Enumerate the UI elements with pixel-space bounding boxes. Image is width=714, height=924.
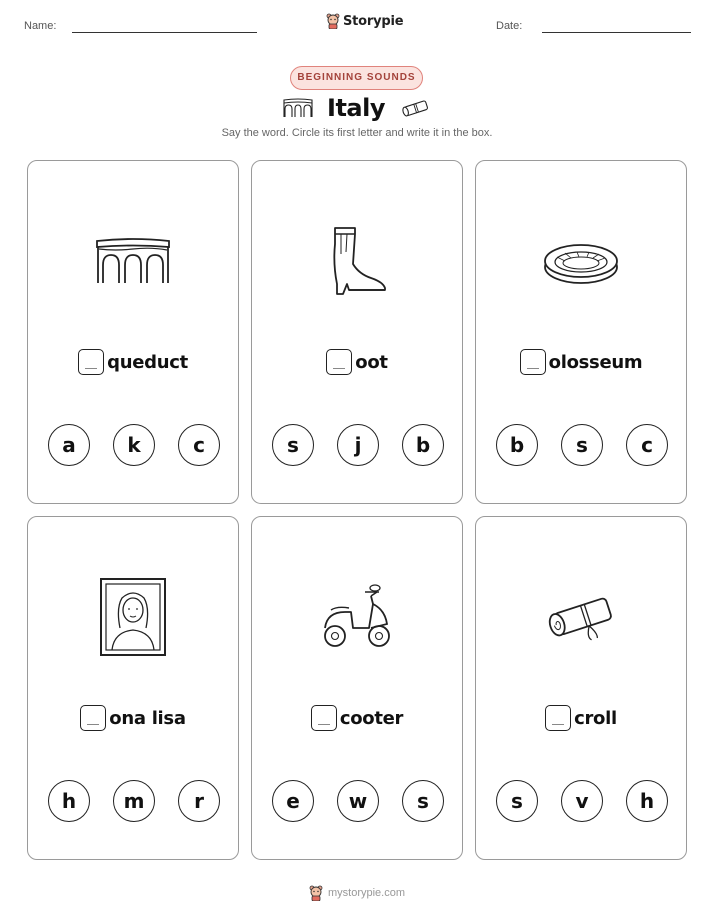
letter-choice[interactable]: c	[178, 424, 220, 466]
word-card	[475, 160, 687, 504]
boot-icon	[322, 223, 392, 297]
letter-choice[interactable]: v	[561, 780, 603, 822]
date-label: Date:	[496, 20, 523, 32]
colosseum-icon	[541, 235, 621, 291]
letter-choice[interactable]: h	[626, 780, 668, 822]
answer-box[interactable]	[326, 349, 352, 375]
page-title: Italy	[327, 94, 385, 122]
name-line[interactable]	[72, 32, 257, 33]
letter-choice[interactable]: k	[113, 424, 155, 466]
answer-box[interactable]	[545, 705, 571, 731]
answer-box[interactable]	[78, 349, 104, 375]
word-rest: croll	[574, 707, 617, 729]
date-line[interactable]	[542, 32, 691, 33]
word-row	[476, 705, 686, 731]
letter-choice[interactable]: b	[402, 424, 444, 466]
letter-choice[interactable]: c	[626, 424, 668, 466]
answer-box[interactable]	[80, 705, 106, 731]
word-rest: queduct	[107, 351, 188, 373]
word-card	[27, 516, 239, 860]
name-label: Name:	[24, 20, 57, 32]
letter-choices	[48, 424, 220, 466]
letter-choice[interactable]: s	[496, 780, 538, 822]
letter-choice[interactable]: b	[496, 424, 538, 466]
word-rest: cooter	[339, 707, 404, 729]
aqueduct-icon	[93, 233, 173, 289]
word-row	[28, 705, 238, 731]
letter-choice[interactable]: w	[337, 780, 379, 822]
word-rest: oot	[355, 351, 388, 373]
mona-lisa-portrait-icon	[99, 577, 167, 657]
word-row	[252, 349, 462, 375]
scooter-icon	[320, 583, 394, 651]
word-rest: olosseum	[548, 351, 643, 373]
letter-choice[interactable]: s	[402, 780, 444, 822]
letter-choices	[496, 780, 668, 822]
footer	[0, 885, 714, 901]
word-row	[476, 349, 686, 375]
bear-mascot-icon	[326, 13, 340, 29]
letter-choices	[48, 780, 220, 822]
word-card	[251, 160, 463, 504]
scroll-icon	[543, 587, 619, 647]
answer-box[interactable]	[520, 349, 546, 375]
letter-choices	[272, 424, 444, 466]
footer-site[interactable]: mystorypie.com	[327, 887, 406, 899]
letter-choice[interactable]: j	[337, 424, 379, 466]
word-rest: ona lisa	[109, 707, 186, 729]
word-row	[28, 349, 238, 375]
letter-choice[interactable]: h	[48, 780, 90, 822]
bear-mascot-icon	[309, 885, 323, 901]
letter-choice[interactable]: m	[113, 780, 155, 822]
instructions: Say the word. Circle its first letter and write it in the box.	[221, 127, 493, 139]
scroll-icon	[399, 98, 431, 118]
brand-name: Storypie	[343, 13, 404, 29]
brand-logo	[326, 13, 403, 29]
word-card	[251, 516, 463, 860]
letter-choice[interactable]: s	[561, 424, 603, 466]
letter-choice[interactable]: r	[178, 780, 220, 822]
letter-choices	[496, 424, 668, 466]
category-badge: BEGINNING SOUNDS	[290, 66, 423, 90]
word-row	[252, 705, 462, 731]
letter-choice[interactable]: a	[48, 424, 90, 466]
word-card	[27, 160, 239, 504]
word-card	[475, 516, 687, 860]
letter-choice[interactable]: s	[272, 424, 314, 466]
aqueduct-icon	[283, 98, 313, 118]
answer-box[interactable]	[311, 705, 337, 731]
letter-choices	[272, 780, 444, 822]
letter-choice[interactable]: e	[272, 780, 314, 822]
title-row	[0, 94, 714, 122]
